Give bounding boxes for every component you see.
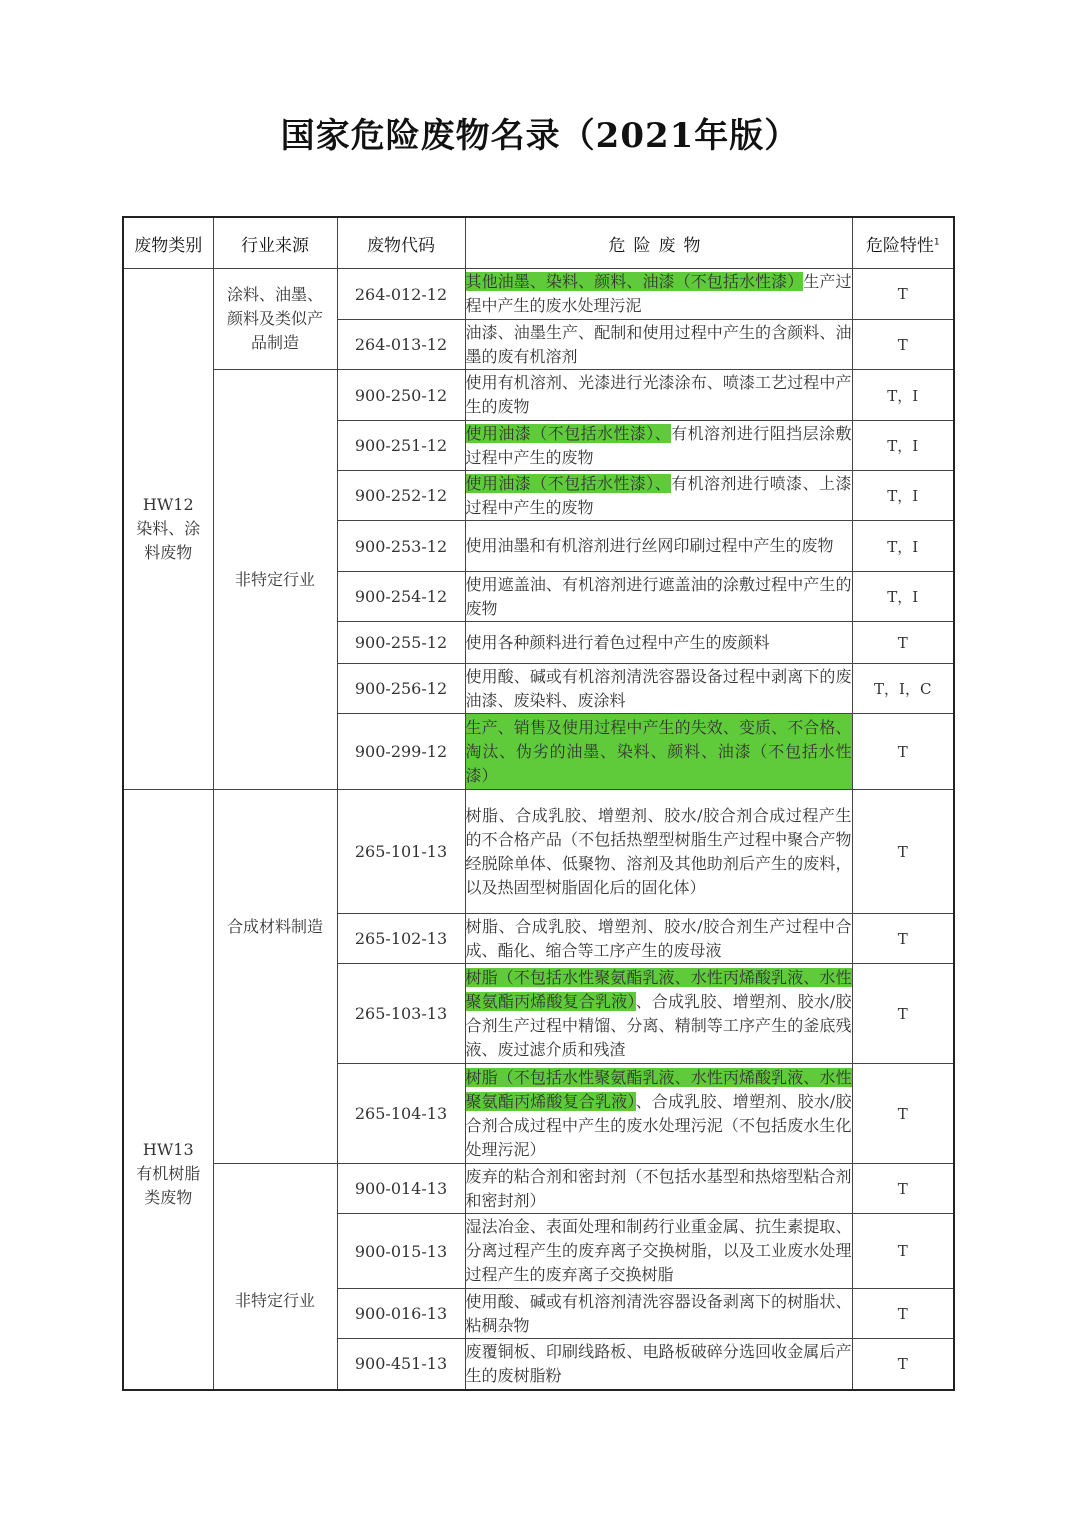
waste-description	[465, 572, 852, 622]
waste-description	[465, 622, 852, 664]
source-synthetic-materials: 合成材料制造	[213, 790, 337, 1164]
description-text: 使用有机溶剂、光漆进行光漆涂布、喷漆工艺过程中产生的废物	[465, 373, 852, 416]
waste-description	[465, 964, 852, 1064]
source-name: 涂料、油墨、	[226, 285, 323, 304]
description-text: 湿法冶金、表面处理和制药行业重金属、抗生素提取、分离过程产生的废弃离子交换树脂，以及工业废水处理过程产生的废弃离子交换树脂	[465, 1217, 852, 1284]
waste-description	[465, 521, 852, 572]
waste-description	[465, 370, 852, 421]
waste-code: 900-016-13	[337, 1289, 465, 1339]
highlighted-text: 树脂（不包括水性聚氨酯乳液、水性丙烯酸乳液、水性聚氨酯丙烯酸复合乳液）	[465, 967, 852, 1011]
hazard-property: T，I	[852, 471, 954, 521]
waste-code: 264-013-12	[337, 320, 465, 370]
header-property	[852, 217, 954, 269]
category-hw12	[123, 269, 213, 790]
category-name: 类废物	[144, 1188, 193, 1208]
waste-code: 264-012-12	[337, 269, 465, 320]
waste-code: 265-104-13	[337, 1064, 465, 1164]
footnote-marker: 1	[933, 236, 940, 247]
description-text: 使用各种颜料进行着色过程中产生的废颜料	[465, 632, 770, 652]
header-source: 行业来源	[213, 217, 337, 269]
hazard-property: T	[852, 269, 954, 320]
waste-description	[465, 664, 852, 714]
description-text: 生产过程中产生的废水处理污泥	[465, 272, 852, 315]
waste-code: 265-101-13	[337, 790, 465, 914]
header-property-label: 危险特性	[865, 235, 934, 256]
waste-description	[465, 320, 852, 370]
description-text: 有机溶剂进行阻挡层涂敷过程中产生的废物	[465, 423, 852, 467]
waste-code: 900-256-12	[337, 664, 465, 714]
source-non-specific: 非特定行业	[213, 370, 337, 790]
waste-code: 900-251-12	[337, 421, 465, 471]
hazard-property: T	[852, 1164, 954, 1214]
waste-code: 265-103-13	[337, 964, 465, 1064]
hazard-property: T	[852, 1289, 954, 1339]
category-code: HW13	[142, 1140, 194, 1160]
waste-code: 900-255-12	[337, 622, 465, 664]
description-text: 树脂、合成乳胶、增塑剂、胶水/胶合剂合成过程产生的不合格产品（不包括热塑型树脂生产过程中聚合产物经脱除单体、低聚物、溶剂及其他助剂后产生的废料，以及热固型树脂固化后的固化体）	[465, 805, 852, 897]
hazard-property: T	[852, 1339, 954, 1390]
hazard-property: T	[852, 914, 954, 964]
source-name: 颜料及类似产	[226, 309, 323, 328]
hazard-property: T，I	[852, 370, 954, 421]
waste-description	[465, 1064, 852, 1164]
hazardous-waste-table	[122, 216, 955, 1391]
description-text: 、合成乳胶、增塑剂、胶水/胶合剂生产过程中精馏、分离、精制等工序产生的釜底残液、废过滤介质和残渣	[465, 991, 852, 1059]
table-row	[123, 1164, 954, 1214]
waste-code: 900-252-12	[337, 471, 465, 521]
category-name: 有机树脂	[136, 1164, 201, 1184]
description-text: 使用遮盖油、有机溶剂进行遮盖油的涂敷过程中产生的废物	[465, 574, 852, 618]
waste-code: 900-254-12	[337, 572, 465, 622]
highlighted-text: 使用油漆（不包括水性漆）、	[465, 473, 672, 493]
description-text: 使用油墨和有机溶剂进行丝网印刷过程中产生的废物	[465, 536, 834, 555]
table-row	[123, 269, 954, 320]
waste-description	[465, 1164, 852, 1214]
description-text: 油漆、油墨生产、配制和使用过程中产生的含颜料、油墨的废有机溶剂	[465, 322, 852, 366]
waste-code: 900-250-12	[337, 370, 465, 421]
page-title: 国家危险废物名录（2021年版）	[280, 116, 800, 156]
category-hw13	[123, 790, 213, 1390]
hazard-property: T	[852, 320, 954, 370]
highlighted-text: 其他油墨、染料、颜料、油漆（不包括水性漆）	[465, 272, 804, 291]
hazard-property: T	[852, 1214, 954, 1289]
waste-description	[465, 471, 852, 521]
hazard-property: T	[852, 790, 954, 914]
header-code: 废物代码	[337, 217, 465, 269]
highlighted-text: 树脂（不包括水性聚氨酯乳液、水性丙烯酸乳液、水性聚氨酯丙烯酸复合乳液）	[465, 1067, 852, 1111]
hazard-property: T	[852, 622, 954, 664]
waste-description	[465, 1214, 852, 1289]
hazard-property: T	[852, 1064, 954, 1164]
hazard-property: T，I	[852, 421, 954, 471]
waste-code: 265-102-13	[337, 914, 465, 964]
description-text: 使用酸、碱或有机溶剂清洗容器设备过程中剥离下的废油漆、废染料、废涂料	[465, 666, 852, 710]
waste-description	[465, 1339, 852, 1390]
hazard-property: T，I	[852, 572, 954, 622]
category-name: 染料、涂	[136, 519, 201, 538]
description-text: 有机溶剂进行喷漆、上漆过程中产生的废物	[465, 473, 852, 517]
description-text: 树脂、合成乳胶、增塑剂、胶水/胶合剂生产过程中合成、酯化、缩合等工序产生的废母液	[465, 916, 852, 960]
source-name: 品制造	[250, 333, 299, 352]
source-non-specific: 非特定行业	[213, 1164, 337, 1390]
waste-description	[465, 790, 852, 914]
highlighted-text: 使用油漆（不包括水性漆）、	[465, 423, 672, 443]
waste-description	[465, 714, 852, 790]
hazard-property: T，I	[852, 521, 954, 572]
header-hazard: 危险废物	[465, 217, 852, 269]
waste-code: 900-451-13	[337, 1339, 465, 1390]
waste-description	[465, 269, 852, 320]
category-name: 料废物	[144, 543, 193, 562]
waste-code: 900-015-13	[337, 1214, 465, 1289]
hazard-property: T	[852, 714, 954, 790]
hazard-property: T	[852, 964, 954, 1064]
hazard-property: T，I，C	[852, 664, 954, 714]
table-header-row	[123, 217, 954, 269]
description-text: 、合成乳胶、增塑剂、胶水/胶合剂合成过程中产生的废水处理污泥（不包括废水生化处理污泥）	[465, 1091, 852, 1159]
highlighted-text: 生产、销售及使用过程中产生的失效、变质、不合格、淘汰、伪劣的油墨、染料、颜料、油漆（不包括水性漆）	[465, 717, 852, 785]
description-text: 废弃的粘合剂和密封剂（不包括水基型和热熔型粘合剂和密封剂）	[465, 1166, 852, 1210]
category-code: HW12	[142, 495, 194, 514]
table-row	[123, 370, 954, 421]
waste-code: 900-299-12	[337, 714, 465, 790]
waste-code: 900-253-12	[337, 521, 465, 572]
waste-description	[465, 421, 852, 471]
source-coatings-manufacturing	[213, 269, 337, 370]
waste-code: 900-014-13	[337, 1164, 465, 1214]
header-category: 废物类别	[123, 217, 213, 269]
waste-description	[465, 914, 852, 964]
description-text: 使用酸、碱或有机溶剂清洗容器设备剥离下的树脂状、粘稠杂物	[465, 1291, 852, 1335]
waste-description	[465, 1289, 852, 1339]
table-row	[123, 790, 954, 914]
description-text: 废覆铜板、印刷线路板、电路板破碎分选回收金属后产生的废树脂粉	[465, 1341, 852, 1385]
